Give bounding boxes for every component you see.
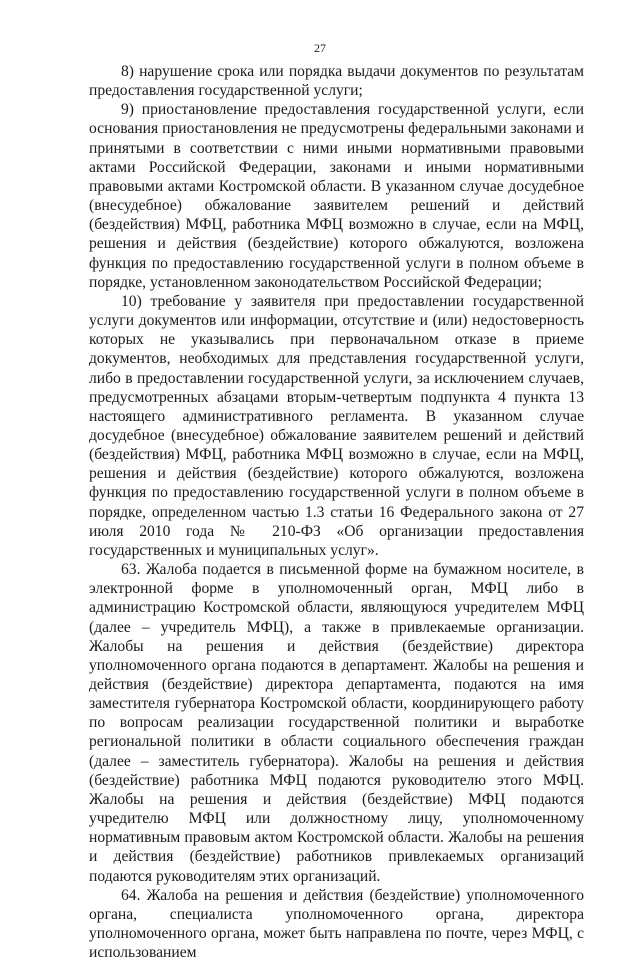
page-number: 27 — [314, 41, 326, 55]
paragraph-item-9: 9) приостановление предоставления государственной услуги, если основания приостановления не предусмотрены федеральными законами и принятыми в соответствии с ними иными нормативными правовыми актами Российской Федерации, законами и иными нормативными правовыми актами Костромской области. В указанном случае досудебное (внесудебное) обжалование заявителем решений и действий (бездействия) МФЦ, работника МФЦ возможно в случае, если на МФЦ, решения и действия (бездействие) которого обжалуются, возложена функция по предоставлению государственной услуги в полном объеме в порядке, установленном законодательством Российской Федерации; — [89, 101, 584, 291]
paragraph-item-8: 8) нарушение срока или порядка выдачи документов по результатам предоставления государственной услуги; — [89, 63, 584, 100]
paragraph-clause-64: 64. Жалоба на решения и действия (бездействие) уполномоченного органа, специалиста уполномоченного органа, директора уполномоченного органа, может быть направлена по почте, через МФЦ, с использованием — [89, 886, 584, 962]
paragraph-clause-63: 63. Жалоба подается в письменной форме на бумажном носителе, в электронной форме в уполномоченный орган, МФЦ либо в администрацию Костромской области, являющуюся учредителем МФЦ (далее – учредитель МФЦ), а также в привлекаемые организации. Жалобы на решения и действия (бездействие) директора уполномоченного органа подаются в департамент. Жалобы на решения и действия (бездействие) директора департамента, подаются на имя заместителя губернатора Костромской области, координирующего работу по вопросам реализации государственной политики и выработке региональной политики в области социального обеспечения граждан (далее – заместитель губернатора). Жалобы на решения и действия (бездействие) работника МФЦ подаются руководителю этого МФЦ. Жалобы на решения и действия (бездействие) МФЦ подаются учредителю МФЦ или должностному лицу, уполномоченному нормативным правовым актом Костромской области. Жалобы на решения и действия (бездействие) работников привлекаемых организаций подаются руководителям этих организаций. — [89, 561, 584, 885]
document-body — [89, 62, 584, 962]
paragraph-item-10: 10) требование у заявителя при предоставлении государственной услуги документов или информации, отсутствие и (или) недостоверность которых не указывались при первоначальном отказе в приеме документов, необходимых для представления государственной услуги, либо в предоставлении государственной услуги, за исключением случаев, предусмотренных абзацами вторым-четвертым подпункта 4 пункта 13 настоящего административного регламента. В указанном случае досудебное (внесудебное) обжалование заявителем решений и действий (бездействия) МФЦ, работника МФЦ возможно в случае, если на МФЦ, решения и действия (бездействие) которого обжалуются, возложена функция по предоставлению государственной услуги в полном объеме в порядке, определенном частью 1.3 статьи 16 Федерального закона от 27 июля 2010 года № 210-ФЗ «Об организации предоставления государственных и муниципальных услуг». — [89, 292, 584, 559]
